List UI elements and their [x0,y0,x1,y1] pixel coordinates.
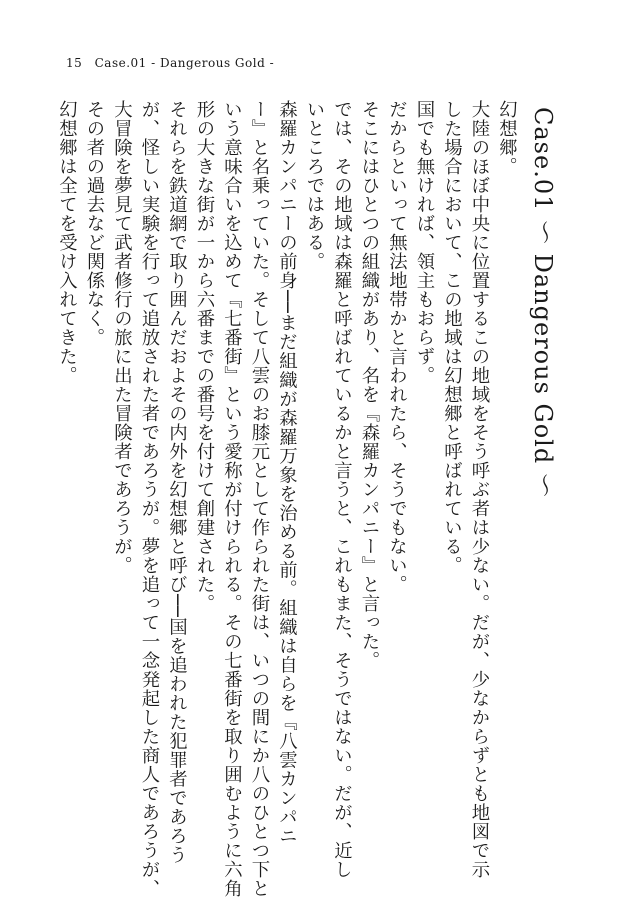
text-column-11: いう意味合いを込めて『七番街』という愛称が付けられる。その七番街を取り囲むように六角 [221,100,243,898]
vertical-body-text [53,100,557,898]
text-column-4: 国でも無ければ、領主もおらず。 [414,100,435,385]
text-column-13: それらを鉄道網で取り囲んだおよその内外を幻想郷と呼び──国を追われた犯罪者であろう [166,100,188,865]
text-column-16: その者の過去など関係なく。 [84,100,105,347]
text-column-7: では、その地域は森羅と呼ばれているかと言うと、これもまた、そうではない。だが、近し [331,100,353,879]
text-column-14: が、怪しい実験を行って追放された者であろうが。夢を追って一念発起した商人であろうが、 [139,100,160,898]
running-head [66,56,274,70]
text-column-2: 大陸のほぼ中央に位置するこの地域をそう呼ぶ者は少ない。だが、少なからずとも地図で示 [469,100,490,879]
text-column-8: いところではある。 [304,100,325,271]
page-number: 15 [66,56,83,70]
text-column-3: した場合において、この地域は幻想郷と呼ばれている。 [441,100,463,575]
text-column-10: ー』と名乗っていた。そして八雲のお膝元として作られた街は、いつの間にか八のひとつ下と [249,100,270,898]
text-column-9: 森羅カンパニーの前身──まだ組織が森羅万象を治める前。組織は自らを『八雲カンパニ [276,100,298,846]
text-column-17: 幻想郷は全てを受け入れてきた。 [56,100,78,385]
text-column-15: 大冒険を夢見て武者修行の旅に出た冒険者であろうが。 [111,100,133,575]
running-head-title: Case.01 - Dangerous Gold - [94,56,275,70]
text-column-5: だからといって無法地帯かと言われたら、そうでもない。 [386,100,408,594]
text-column-1: 幻想郷。 [496,100,518,176]
text-column-12: 形の大きな街が一から六番までの番号を付けて創建された。 [194,100,215,613]
title-spacer [521,100,529,870]
text-column-6: そこにはひとつの組織があり、名を『森羅カンパニー』と言った。 [359,100,380,670]
chapter-title: Case.01 ～ Dangerous Gold ～ [529,107,557,498]
